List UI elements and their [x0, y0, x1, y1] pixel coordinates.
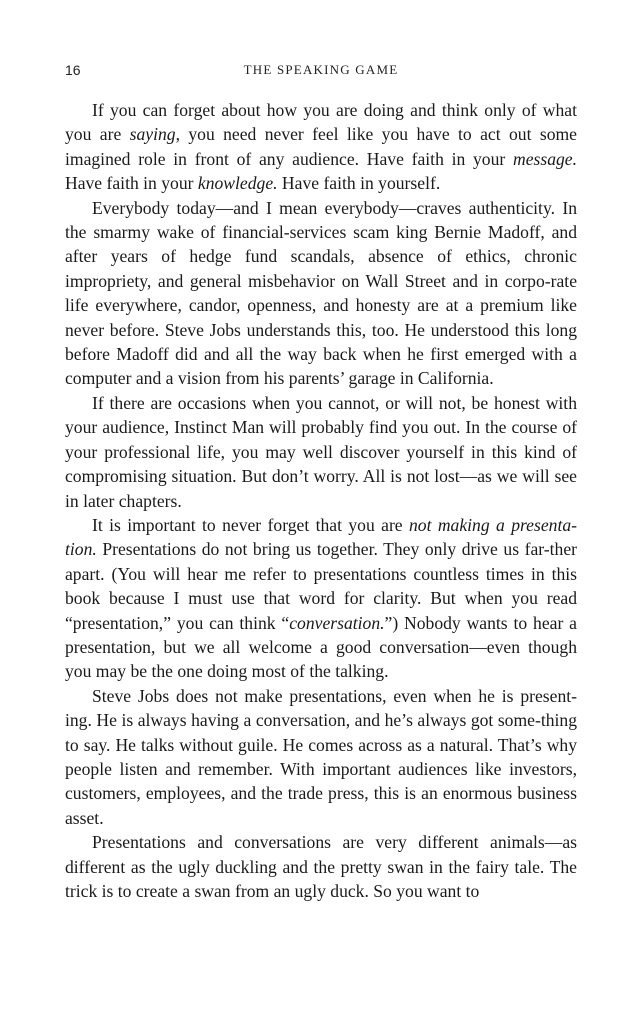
running-head: [65, 56, 577, 84]
paragraph-1-italic-saying: saying: [129, 124, 176, 145]
page-number: 16: [65, 62, 81, 78]
paragraph-1-italic-knowledge: knowledge.: [197, 173, 278, 194]
paragraph-1: [65, 98, 577, 196]
paragraph-1-text-b: , you need never feel like you have to act out some imagined role in front of any audience. Have faith in your: [65, 124, 577, 169]
paragraph-4-text-a: It is important to never forget that you are: [92, 514, 409, 535]
book-title: THE SPEAKING GAME: [243, 62, 399, 77]
paragraph-4: [65, 513, 577, 684]
paragraph-1-text-d: Have faith in yourself.: [277, 173, 441, 194]
paragraph-2: Everybody today—and I mean everybody—craves authenticity. In the smarmy wake of financial-services scam king Bernie Madoff, and after years of hedge fund scandals, absence of ethics, chronic impropriety, and general misbehavior on Wall Street and in corpo-rate life everywhere, candor, openness, and honesty are at a premium like never before. Steve Jobs understands this, too. He understood this long before Madoff did and all the way back when he first emerged with a computer and a vision from his parents’ garage in California.: [65, 197, 577, 389]
book-page: [65, 56, 577, 903]
paragraph-3: If there are occasions when you cannot, or will not, be honest with your audience, Instinct Man will probably find you out. In the course of your professional life, you may well discover yourself in this kind of compromising situation. But don’t worry. All is not lost—as we will see in later chapters.: [65, 392, 577, 511]
paragraph-5: Steve Jobs does not make presentations, even when he is present-ing. He is always having a conversation, and he’s always got some-thing to say. He talks without guile. He comes across as a natural. That’s why people listen and remember. With important audiences like investors, customers, employees, and the trade press, this is an enormous business asset.: [65, 685, 577, 828]
paragraph-6: Presentations and conversations are very different animals—as different as the ugly duckling and the pretty swan in the fairy tale. The trick is to create a swan from an ugly duck. So you want to: [65, 832, 577, 901]
paragraph-1-text-c: Have faith in your: [65, 173, 198, 194]
paragraph-4-italic-conversation: conversation.: [289, 612, 385, 633]
paragraph-4-italic-not-making: not making a presenta-tion.: [65, 514, 577, 560]
paragraph-4-text-c: ”) Nobody wants to hear a presentation, but we all welcome a good conversation—even though you may be the one doing most of the talking.: [65, 612, 577, 682]
paragraph-1-text-a: If you can forget about how you are doing and think only of what you are: [65, 100, 577, 145]
paragraph-1-italic-message: message.: [512, 148, 577, 169]
paragraph-4-text-b: Presentations do not bring us together. They only drive us far-ther apart. (You will hear me refer to presentations countless times in this book because I must use that word for clarity. But when you read “presentation,” you can think “: [65, 539, 577, 633]
body-text: [65, 98, 577, 903]
